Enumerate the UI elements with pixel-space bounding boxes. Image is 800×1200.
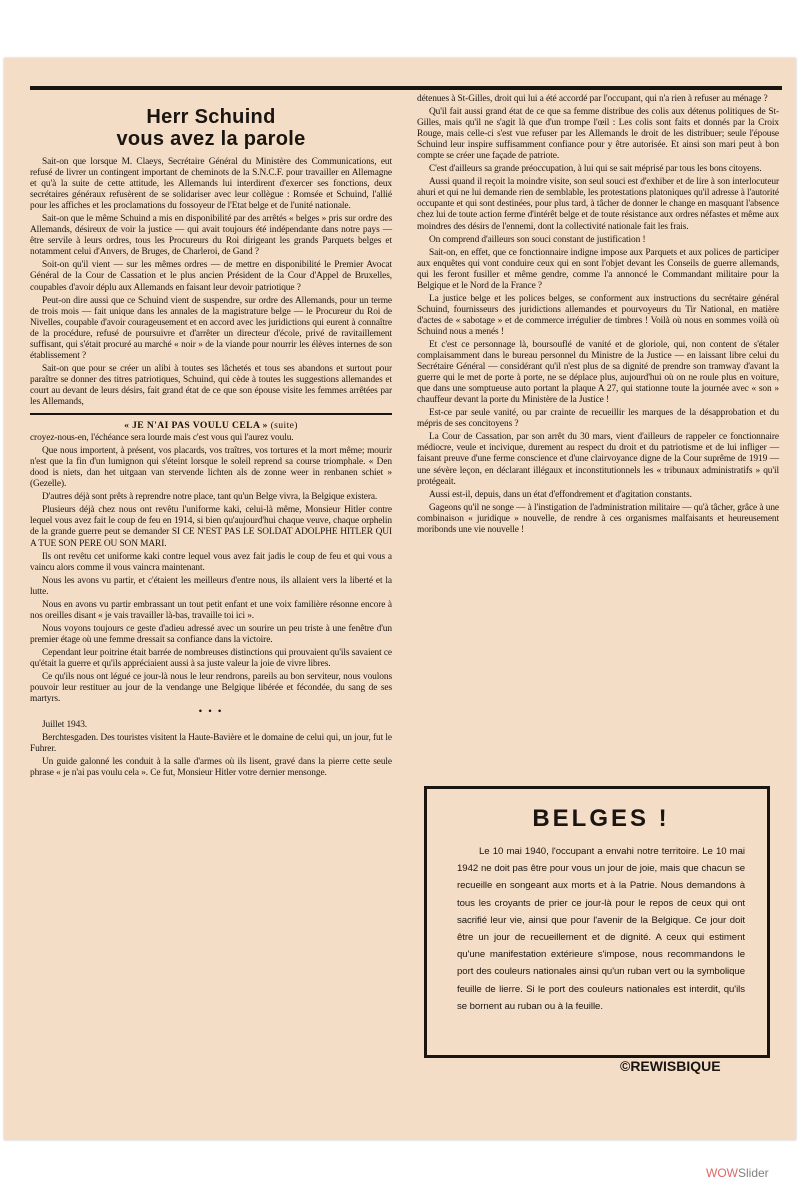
article1-continuation: Qu'il fait aussi grand état de ce que sa femme distribue des colis aux détenus politiques de St-Gilles, mais qu'il ne s'agit là que d'un trompe l'œil : Les colis sont faits et donnés par la Croix Rouge, mais celle-ci s'est vue refuser par les Allemands le droit de les distribuer; seule l'épouse Schuind leur inspire suffisamment confiance pour y être autorisée. Et ainsi son mari peut à bon compte se créer une façade de patriote. (417, 107, 779, 162)
article1-paragraph: Sait-on que pour se créer un alibi à toutes ses lâchetés et tous ses abandons et surtout pour paraître se donner des titres patriotiques, Schuind, qui cède à toutes les suggestions allemandes et court au devant de leurs désirs, fait grand état de ce que son épouse visite les femmes arrêtées par les Allemands, (30, 363, 392, 407)
article2-closing: Un guide galonné les conduit à la salle d'armes où ils lisent, gravé dans la pierre cette seule phrase « je n'ai pas voulu cela ». Ce fut, Monsieur Hitler votre dernier mensonge. (30, 757, 392, 779)
article2-paragraph: Nous voyons toujours ce geste d'adieu adressé avec un sourire un peu triste à une fenêtre d'un premier étage où une femme dressait sa confiance dans la victoire. (30, 623, 392, 645)
article-title-line2: vous avez la parole (116, 128, 306, 150)
article1-paragraph: Peut-on dire aussi que ce Schuind vient de suspendre, sur ordre des Allemands, pour un terme de trois mois — fait unique dans les annales de la magistrature belge — le Procureur du Roi de Nivelles, coupable d'avoir courageusement et en accord avec les juridictions qui eurent à connaître de la procédure, refusé de poursuivre et d'arrêter un directeur d'école, privé de ravitaillement suffisant, qui s'était procuré au marché « noir » de la viande pour nourrir les élèves internes de son établissement ? (30, 295, 392, 361)
article-title (30, 106, 392, 150)
article2-paragraph: Nous les avons vu partir, et c'étaient les meilleurs d'entre nous, ils allaient vers la liberté et la lutte. (30, 575, 392, 597)
article1-paragraph: Soit-on qu'il vient — sur les mêmes ordres — de mettre en disponibilité le Premier Avocat Général de la Cour de Cassation et le plus ancien Président de la Cour d'Appel de Bruxelles, coupables d'avoir déplu aux Allemands en faisant leur devoir patriotique ? (30, 260, 392, 293)
article1-continuation: On comprend d'ailleurs son souci constant de justification ! (429, 234, 646, 245)
newspaper-page (4, 58, 796, 1140)
article2-paragraph: Cependant leur poitrine était barrée de nombreuses distinctions qui prouvaient qu'ils savaient ce qu'était la guerre et qu'ils appréciaient aussi à sa juste valeur la joie de vivre libres. (30, 647, 392, 669)
article1-paragraph: Sait-on que lorsque M. Claeys, Secrétaire Général du Ministère des Communications, eut refusé de livrer un contingent important de cheminots de la S.N.C.F. pour travailler en Allemagne et qu'à la suite de cette attitude, les Allemands lui interdirent d'exercer ses fonctions, deux secrétaires généraux refusèrent de se solidariser avec leur collègue : Romsée et Schuind, l'allié pour les affiches et les proclamations du fossoyeur de l'Etat belge et de l'unité nationale. (30, 157, 392, 212)
top-rule (30, 86, 782, 90)
article1-continuation: Est-ce par seule vanité, ou par crainte de recueillir les marques de la désapprobation et du mépris de ses concitoyens ? (417, 408, 779, 430)
article2-heading (30, 420, 392, 431)
article2-paragraph: Que nous importent, à présent, vos placards, vos traîtres, vos tortures et la mort même; mourir n'est que la fin d'un lumignon qui s'éteint lorsque le soleil reprend sa course triomphale. « Den dood is niets, dan het uitgaan van stervende lichten als de zonne weer in renbanen schiet » (Gezelle). (30, 446, 392, 490)
article1-continuation: La justice belge et les polices belges, se conforment aux instructions du secrétaire général Schuind, fournisseurs des juridictions allemandes et pourvoyeurs du Tir National, en matière d'actes de « sabotage » et de commerce irrégulier de timbres ! Voilà où nous en sommes voilà où Schuind nous a menés ! (417, 293, 779, 337)
article2-paragraph: Nous en avons vu partir embrassant un tout petit enfant et une voix familière résonne encore à nos oreilles disant « je vais travailler là-bas, travaille toi ici ». (30, 599, 392, 621)
article1-continuation: Sait-on, en effet, que ce fonctionnaire indigne impose aux Parquets et aux polices de participer aux enquêtes qui vont conduire ceux qui en sont l'objet devant les Conseils de guerre allemands, qui les feront fusiller et même gendre, comme l'a annoncé le Commandant militaire pour la Belgique et le Nord de la France ? (417, 247, 779, 291)
article1-continuation: C'est d'ailleurs sa grande préoccupation, à lui qui se sait méprisé par tous les bons citoyens. (429, 164, 762, 175)
article2-closing: Berchtesgaden. Des touristes visitent la Haute-Bavière et le domaine de celui qui, un jour, fut le Fuhrer. (30, 733, 392, 755)
article2-paragraph: D'autres déjà sont prêts à reprendre notre place, tant qu'un Belge vivra, la Belgique existera. (42, 492, 378, 503)
article2-heading-text: « JE N'AI PAS VOULU CELA » (124, 420, 268, 432)
article2-paragraph: Ce qu'ils nous ont légué ce jour-là nous le leur rendrons, pareils au bon serviteur, nous voulons pouvoir leur restituer au jour de la vendange une Belgique libérée et fécondée, du sang de ses martyrs. (30, 672, 392, 705)
article1-continuation: détenues à St-Gilles, droit qui lui a été accordé par l'occupant, qui n'a rien à refuser au ménage ? (417, 94, 768, 104)
article1-continuation: Gageons qu'il ne songe — à l'instigation de l'administration militaire — qu'à tâcher, grâce à une combinaison « juridique » nouvelle, de rendre à ces organismes malfaisants et heureusement moribonds une vie nouvelle ! (417, 502, 779, 535)
notice-heading: BELGES ! (532, 805, 670, 832)
article1-continuation: La Cour de Cassation, par son arrêt du 30 mars, vient d'ailleurs de rappeler ce fonctionnaire médiocre, veule et incivique, durement au respect du droit et du patriotisme et de lui infliger — faisant preuve d'une ferme conscience et d'une clairvoyance digne de la Cour suprême de 1919 — une sévère leçon, en déclarant illégaux et inconstitutionnels les « tribunaux administratifs » qu'il protégeait. (417, 432, 779, 487)
watermark-part2: Slider (738, 1166, 769, 1180)
article2-paragraph: Ils ont revêtu cet uniforme kaki contre lequel vous avez fait jadis le coup de feu et qui vous a vaincu alors comme il vous vaincra maintenant. (30, 551, 392, 573)
right-column (417, 94, 779, 538)
section-stars: • • • (198, 707, 224, 718)
article1-continuation: Aussi est-il, depuis, dans un état d'effondrement et d'agitation constants. (429, 489, 692, 500)
article2-date: Juillet 1943. (42, 720, 88, 731)
article1-continuation: Et c'est ce personnage là, boursouflé de vanité et de gloriole, qui, non content de s'étaler complaisamment dans le bureau personnel du Ministre de la Justice — en laissant libre celui du Secrétaire Général — considérant qu'il n'est plus de sa dignité de prendre son tramway d'avant la guerre qui le met de porte à porte, ne se déplace plus, aujourd'hui où on ne roule plus en voiture, que dans une somptueuse auto portant la plaque A 27, qui stationne toute la journée avec « son » chauffeur devant la porte du Ministère de la Justice ! (417, 339, 779, 406)
article2-heading-suffix: (suite) (270, 420, 298, 432)
watermark-logo (706, 1166, 769, 1180)
article1-continuation: Aussi quand il reçoit la moindre visite, son seul souci est d'exhiber et de lire à son interlocuteur ahuri et qui ne lui demande rien de semblable, les protestations platoniques qu'il adresse à l'autorité occupante et qui sont destinées, pour plus tard, à tâcher de donner le change en masquant l'absence chez lui de toute action ferme d'intérêt belge et de toute résistance aux ordres néfastes et même aux moindres des désirs de l'ennemi, dont la collectivité nationale fait les frais. (417, 177, 779, 232)
article2-paragraph: croyez-nous-en, l'échéance sera lourde mais c'est vous qui l'aurez voulu. (30, 433, 294, 444)
watermark-part1: WOW (706, 1166, 738, 1180)
left-column (30, 94, 392, 781)
article2-paragraph: Plusieurs déjà chez nous ont revêtu l'uniforme kaki, celui-là même, Monsieur Hitler contre lequel vous avez fait le coup de feu en 1914, si bien qu'aujourd'hui chaque veuve, chaque orphelin de la grande guerre peut se demander SI CE N'EST PAS LE SOLDAT ADOLPHE HITLER QUI A TUE SON PERE OU SON MARI. (30, 505, 392, 549)
section-divider (30, 413, 392, 415)
copyright-credit: ©REWISBIQUE (620, 1058, 721, 1074)
article-title-line1: Herr Schuind (146, 106, 276, 128)
notice-text: Le 10 mai 1940, l'occupant a envahi notre territoire. Le 10 mai 1942 ne doit pas être pour vous un jour de joie, mais que chacun se recueille en songeant aux morts et à la Patrie. Nous demandons à tous les croyants de prier ce jour-là pour le repos de ceux qui ont sacrifié leur vie, ainsi que pour l'avenir de la Belgique. Ce jour doit être un jour de recueillement et de dignité. A ceux qui estiment qu'une manifestation extérieure s'impose, nous recommandons le port des couleurs nationales ainsi qu'un ruban vert ou la symbolique feuille de lierre. Si le port des couleurs nationales est interdit, qu'ils se bornent au ruban ou à la feuille. (457, 846, 745, 1012)
belges-notice-box (424, 786, 770, 1058)
article1-paragraph: Sait-on que le même Schuind a mis en disponibilité par des arrêtés « belges » pris sur ordre des Allemands, désireux de voir la justice — qui avait toujours été indépendante dans notre pays — être servile à leurs ordres, tous les Procureurs du Roi dirigeant les grands Parquets belges et notamment celui d'Anvers, de Bruges, de Charleroi, de Gand ? (30, 214, 392, 258)
